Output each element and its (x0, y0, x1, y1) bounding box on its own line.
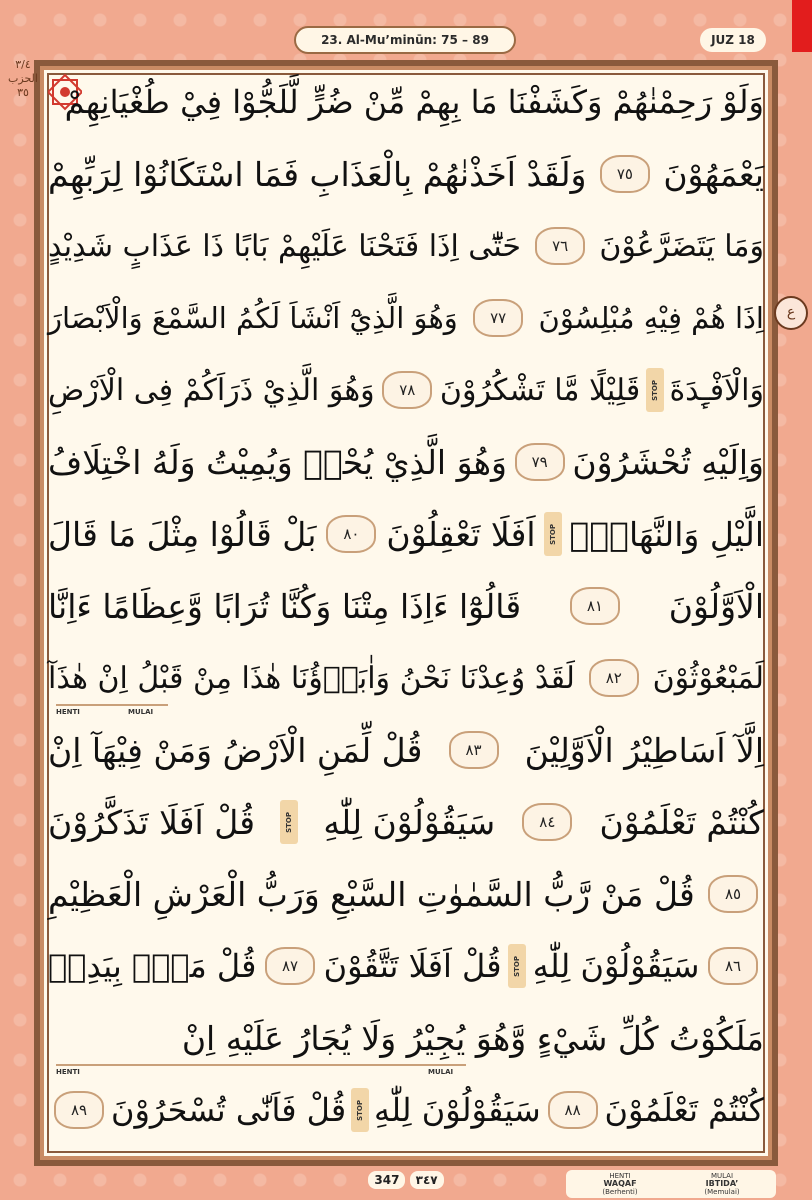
text-line (48, 354, 764, 426)
waqaf-stop-marker (280, 800, 298, 844)
legend-mulai: MULAI (710, 1172, 734, 1180)
arabic-text-segment: وَلَقَدْ اَخَذْنٰهُمْ بِالْعَذَابِ فَمَا اسْتَكَانُوْا لِرَبِّهِمْ (48, 154, 587, 194)
ayah-number-marker: ٨٧ (265, 947, 315, 985)
arabic-text-segment: سَيَقُوْلُوْنَ لِلّٰهِ (323, 802, 496, 842)
arabic-text-segment: قُلْ مَنْۢ بِيَدِهٖ (48, 947, 257, 985)
arabic-text-segment: الْاَوَّلُوْنَ (668, 586, 764, 626)
arabic-text-segment: اَفَلَا تَعْقِلُوْنَ (386, 514, 536, 554)
text-line (48, 930, 764, 1002)
text-line (48, 138, 764, 210)
text-line (48, 66, 764, 138)
hizb-marker (8, 58, 38, 100)
arabic-text-segment: وَاِلَيْهِ تُحْشَرُوْنَ (572, 442, 764, 482)
ayah-number-marker: ٨٢ (589, 659, 639, 697)
arabic-text-segment: قَالُوْٓا ءَاِذَا مِتْنَا وَكُنَّا تُرَابًا وَّعِظَامًا ءَاِنَّا (48, 586, 522, 626)
text-line (48, 498, 764, 570)
arabic-text-segment: لَقَدْ وُعِدْنَا نَحْنُ وَاٰبَاۤؤُنَا هٰذَا مِنْ قَبْلُ اِنْ هٰذَآ (48, 660, 575, 696)
legend-ibtida-title: IBTIDA’ (705, 1179, 739, 1188)
text-line (48, 786, 764, 858)
arabic-text-segment: بَلْ قَالُوْا مِثْلَ مَا قَالَ (48, 514, 317, 554)
ayah-number-marker: ٨٣ (449, 731, 499, 769)
arabic-text-segment: وَمَا يَتَضَرَّعُوْنَ (599, 228, 764, 264)
waqaf-stop-marker (544, 512, 562, 556)
arabic-text-segment: سَيَقُوْلُوْنَ لِلّٰهِ (374, 1091, 541, 1129)
ayah-number-marker: ٧٨ (382, 371, 432, 409)
arabic-text-segment: كُنْتُمْ تَعْلَمُوْنَ (599, 802, 764, 842)
text-line (48, 570, 764, 642)
waqaf-stop-marker (646, 368, 664, 412)
hizb-label: الحزب (8, 72, 38, 85)
page-number (344, 1168, 468, 1192)
text-line (48, 1074, 764, 1146)
stop-label: STOP (285, 811, 294, 833)
legend-waqaf (570, 1172, 670, 1196)
page-number-arabic: ٣٤٧ (410, 1171, 444, 1189)
ruku-marker: ع (774, 296, 808, 330)
arabic-text-segment: الَّيْلِ وَالنَّهَارِۗ (569, 514, 764, 554)
ayah-number-marker: ٨٥ (708, 875, 758, 913)
arabic-text-segment: وَالْاَفْـِٕدَةَ (669, 372, 764, 408)
stop-label: STOP (356, 1099, 365, 1121)
waqaf-stop-marker (351, 1088, 369, 1132)
legend-waqaf-title: WAQAF (603, 1179, 637, 1188)
arabic-text-segment: وَلَوْ رَحِمْنٰهُمْ وَكَشَفْنَا مَا بِهِمْ مِّنْ ضُرٍّ لَّلَجُّوْا فِيْ طُغْيَانِهِمْ (64, 83, 764, 121)
arabic-text-segment: وَهُوَ الَّذِيْ ذَرَاَكُمْ فِى الْاَرْضِ (48, 372, 375, 408)
page-footer (0, 1168, 812, 1200)
legend-henti: HENTI (609, 1172, 631, 1180)
arabic-text-segment: قُلْ لِّمَنِ الْاَرْضُ وَمَنْ فِيْهَآ اِنْ (48, 730, 423, 770)
mulai-mark: MULAI (428, 1068, 454, 1076)
stop-label: STOP (548, 523, 557, 545)
stop-label: STOP (513, 955, 522, 977)
arabic-text-segment: قُلْ مَنْ رَّبُّ السَّمٰوٰتِ السَّبْعِ وَرَبُّ الْعَرْشِ الْعَظِيْمِ (48, 874, 695, 914)
arabic-text-segment: سَيَقُوْلُوْنَ لِلّٰهِ (532, 947, 700, 985)
ayah-number-marker: ٧٧ (473, 299, 523, 337)
juz-tab-marker (792, 0, 812, 52)
text-line (48, 282, 764, 354)
text-line (48, 858, 764, 930)
henti-mulai-bar (56, 1064, 466, 1066)
hizb-number: ٣٥ (17, 86, 29, 99)
quran-text-lines (48, 66, 764, 1146)
arabic-text-segment: قَلِيْلًا مَّا تَشْكُرُوْنَ (439, 372, 641, 408)
henti-mulai-bar (56, 704, 168, 706)
arabic-text-segment: وَهُوَ الَّذِيْ يُحْيٖ وَيُمِيْتُ وَلَهُ اخْتِلَافُ (48, 442, 507, 482)
arabic-text-segment: كُنْتُمْ تَعْلَمُوْنَ (604, 1091, 764, 1129)
arabic-text-segment: قُلْ اَفَلَا تَذَكَّرُوْنَ (48, 802, 255, 842)
text-line (48, 714, 764, 786)
legend-berhenti: (Berhenti) (602, 1188, 638, 1196)
ayah-number-marker: ٨٦ (708, 947, 758, 985)
arabic-text-segment: اِلَّآ اَسَاطِيْرُ الْاَوَّلِيْنَ (524, 730, 764, 770)
stop-label: STOP (650, 379, 659, 401)
ayah-number-marker: ٨٤ (522, 803, 572, 841)
text-line (48, 426, 764, 498)
henti-mark: HENTI (56, 1068, 80, 1076)
arabic-text-segment: قُلْ اَفَلَا تَتَّقُوْنَ (323, 947, 502, 985)
henti-mark: HENTI (56, 708, 80, 716)
text-line (48, 210, 764, 282)
arabic-text-segment: حَتّٰٓى اِذَا فَتَحْنَا عَلَيْهِمْ بَابًا ذَا عَذَابٍ شَدِيْدٍ (48, 228, 521, 264)
ayah-number-marker: ٨٩ (54, 1091, 104, 1129)
ayah-number-marker: ٧٦ (535, 227, 585, 265)
ayah-number-marker: ٨١ (570, 587, 620, 625)
arabic-text-segment: مَلَكُوْتُ كُلِّ شَيْءٍ وَّهُوَ يُجِيْرُ وَلَا يُجَارُ عَلَيْهِ اِنْ (181, 1018, 764, 1058)
ayah-number-marker: ٨٨ (548, 1091, 598, 1129)
text-line (48, 642, 764, 714)
text-line (48, 1002, 764, 1074)
waqaf-legend (566, 1170, 776, 1198)
ayah-number-marker: ٧٥ (600, 155, 650, 193)
surah-reference: 23. Al-Mu’minūn: 75 – 89 (294, 26, 516, 54)
ayah-number-marker: ٨٠ (326, 515, 376, 553)
legend-ibtida (672, 1172, 772, 1196)
legend-memulai: (Memulai) (704, 1188, 740, 1196)
arabic-text-segment: وَهُوَ الَّذِيْٓ اَنْشَاَ لَكُمُ السَّمْعَ وَالْاَبْصَارَ (48, 301, 458, 335)
arabic-text-segment: قُلْ فَاَنّٰى تُسْحَرُوْنَ (110, 1091, 347, 1129)
waqaf-stop-marker (508, 944, 526, 988)
header-bar (0, 22, 812, 52)
mulai-mark: MULAI (128, 708, 154, 716)
hizb-fraction: ٣/٤ (15, 58, 31, 71)
page-number-latin: 347 (368, 1171, 405, 1189)
arabic-text-segment: يَعْمَهُوْنَ (663, 154, 764, 194)
arabic-text-segment: اِذَا هُمْ فِيْهِ مُبْلِسُوْنَ (538, 301, 764, 335)
juz-label: JUZ 18 (700, 28, 766, 52)
arabic-text-segment: لَمَبْعُوْثُوْنَ (652, 660, 764, 696)
ayah-number-marker: ٧٩ (515, 443, 565, 481)
